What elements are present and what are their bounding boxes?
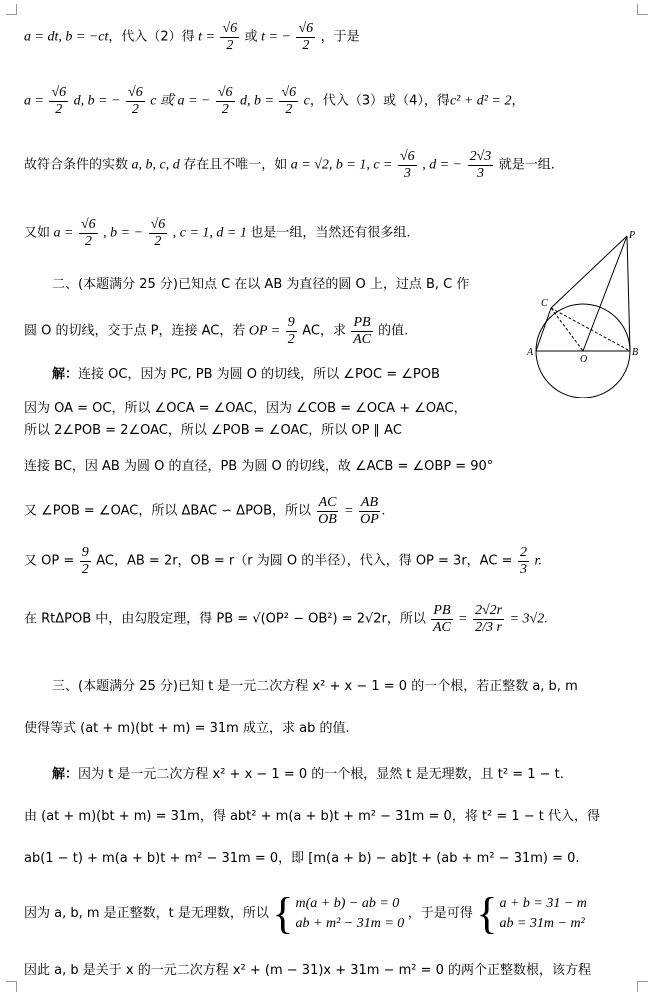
geometry-figure: [525, 228, 650, 398]
label-P: P: [629, 230, 636, 241]
text: 也是一组，当然还有很多组.: [250, 225, 411, 241]
math-expr: d, b =: [240, 93, 274, 109]
text: 由 (at + m)(bt + m) = 31m，得 abt² + m(a + b)t + m² − 31m = 0，将 t² = 1 − t 代入，得: [24, 809, 601, 824]
text: 就是一组.: [498, 157, 555, 173]
text-line-3: [24, 150, 555, 181]
question-2-title: [52, 278, 469, 292]
equation-system-1: { m(a + b) − ab = 0 ab + m² − 31m = 0: [272, 889, 405, 938]
text: 连接 BC，因 AB 为圆 O 的直径，PB 为圆 O 的切线，故 ∠ACB = ∠OBP = 90°: [24, 459, 494, 474]
math-expr: d, b = −: [73, 93, 121, 109]
solution-3-line-2: [24, 810, 600, 824]
text: 因为 OA = OC，所以 ∠OCA = ∠OAC，因为 ∠COB = ∠OCA + ∠OAC，: [24, 401, 467, 416]
solution-3-line-5: [24, 964, 591, 978]
fraction: $\frac{√6}{2}$: [150, 217, 166, 249]
math-expr: OP =: [248, 323, 281, 339]
text: ab(1 − t) + m(a + b)t + m² − 31m = 0，即 [m(a + b) − ab]t + (ab + m² − 31m) = 0.: [24, 851, 580, 866]
fraction: $\frac{√6}{2}$: [281, 85, 297, 117]
math-expr: .: [382, 503, 386, 519]
fraction: $\frac{9}{2}$: [287, 315, 295, 347]
math-expr: a = dt, b = −ct: [24, 29, 109, 45]
solution-2-line-7: [24, 604, 548, 635]
label-C: C: [541, 298, 548, 309]
text: AC，AB = 2r，OB = r（r 为圆 O 的半径），代入，得 OP = 3r，AC =: [96, 553, 513, 569]
math-expr: , c = 1, d = 1: [172, 225, 247, 241]
math-expr: a = √2, b = 1, c =: [290, 157, 393, 173]
text: 使得等式 (at + m)(bt + m) = 31m 成立，求 ab 的值.: [24, 721, 350, 736]
fraction: $\frac{√6}{2}$: [217, 85, 233, 117]
page-corner-mark-top-left: [6, 4, 17, 15]
math-expr: t =: [198, 29, 215, 45]
math-expr: =: [458, 611, 468, 627]
label-B: B: [632, 347, 639, 358]
text: 又 OP =: [24, 553, 75, 569]
label-A: A: [527, 347, 534, 358]
text-line-2: [24, 86, 524, 117]
solution-2-line-5: [24, 496, 386, 527]
fraction: $\frac{9}{2}$: [81, 545, 89, 577]
text: 三、(本题满分 25 分)已知 t 是一元二次方程 x² + x − 1 = 0 的一个根，若正整数 a, b, m: [52, 679, 578, 694]
question-3-title: [52, 680, 578, 694]
equation-system-2: { a + b = 31 − m ab = 31m − m²: [476, 889, 587, 938]
solution-label: 解：: [52, 367, 79, 382]
text: 又 ∠POB = ∠OAC，所以 ΔBAC ∽ ΔPOB，所以: [24, 503, 312, 519]
text-line-1: [24, 22, 360, 53]
math-expr: a =: [24, 93, 44, 109]
solution-3-line-4: [24, 889, 587, 938]
solution-2-line-1: [52, 368, 440, 382]
fraction: $\frac{PB}{AC}$: [353, 315, 371, 347]
fraction: $\frac{√6}{2}$: [51, 85, 67, 117]
solution-2-line-3: [24, 424, 402, 438]
page-corner-mark-bottom-right: [637, 981, 648, 992]
text: 因此 a, b 是关于 x 的一元二次方程 x² + (m − 31)x + 31m − m² = 0 的两个正整数根，该方程: [24, 963, 592, 978]
text-line-4: [24, 218, 411, 249]
text: 二、(本题满分 25 分)已知点 C 在以 AB 为直径的圆 O 上，过点 B, C 作: [52, 277, 470, 292]
math-expr: c² + d² = 2: [449, 93, 512, 109]
text: 所以 2∠POB = 2∠OAC，所以 ∠POB = ∠OAC，所以 OP ∥ AC: [24, 423, 402, 438]
solution-label: 解：: [52, 767, 79, 782]
text: 因为 a, b, m 是正整数，t 是无理数，所以: [24, 906, 269, 922]
math-expr: c: [303, 93, 310, 109]
fraction: $\frac{√6}{2}$: [298, 21, 314, 53]
text: ，代入（3）或（4），得: [309, 93, 450, 109]
fraction: $\frac{2}{3}$: [519, 545, 527, 577]
fraction: $\frac{√6}{2}$: [222, 21, 238, 53]
text: ，代入（2）得: [108, 29, 195, 45]
text: 因为 t 是一元二次方程 x² + x − 1 = 0 的一个根，显然 t 是无理数，且 t² = 1 − t.: [78, 767, 564, 782]
text: 的值.: [378, 323, 409, 339]
fraction: $\frac{√6}{2}$: [128, 85, 143, 117]
fraction: $\frac{AC}{OB}$: [318, 495, 337, 527]
math-expr: c 或 a = −: [150, 93, 211, 109]
fraction: $\frac{√6}{3}$: [400, 149, 415, 181]
math-expr: a, b, c, d: [131, 157, 180, 173]
page-corner-mark-bottom-left: [6, 981, 17, 992]
text: ，于是: [320, 29, 360, 45]
text: ，: [511, 93, 525, 109]
text: 故符合条件的实数: [24, 157, 129, 173]
solution-3-line-3: [24, 852, 580, 866]
page-corner-mark-top-right: [637, 4, 648, 15]
fraction: $\frac{2√2r}{2/3 r}$: [474, 603, 503, 635]
text: ，于是可得: [407, 906, 473, 922]
text: 圆 O 的切线，交于点 P，连接 AC，若: [24, 323, 246, 339]
text: 又如: [24, 225, 51, 241]
label-O: O: [580, 354, 588, 365]
text: 存在且不唯一，如: [183, 157, 288, 173]
math-expr: , d = −: [422, 157, 463, 173]
math-expr: , b = −: [103, 225, 144, 241]
text: AC，求: [302, 323, 346, 339]
question-2-line-2: [24, 316, 408, 347]
math-expr: a =: [53, 225, 74, 241]
solution-2-line-6: [24, 546, 542, 577]
math-expr: r.: [534, 553, 542, 569]
text: 在 RtΔPOB 中，由勾股定理，得 PB = √(OP² − OB²) = 2√2r，所以: [24, 611, 426, 627]
fraction: $\frac{2√3}{3}$: [469, 149, 492, 181]
fraction: $\frac{AB}{OP}$: [360, 495, 379, 527]
math-expr: t = −: [261, 29, 291, 45]
fraction: $\frac{PB}{AC}$: [433, 603, 451, 635]
solution-3-line-1: [52, 768, 564, 782]
question-3-line-2: [24, 722, 350, 736]
text: 或: [244, 29, 258, 45]
math-expr: =: [343, 503, 354, 519]
math-expr: = 3√2.: [509, 611, 548, 627]
text: 连接 OC，因为 PC, PB 为圆 O 的切线，所以 ∠POC = ∠POB: [78, 367, 440, 382]
solution-2-line-2: [24, 402, 467, 416]
solution-2-line-4: [24, 460, 493, 474]
fraction: $\frac{√6}{2}$: [80, 217, 96, 249]
